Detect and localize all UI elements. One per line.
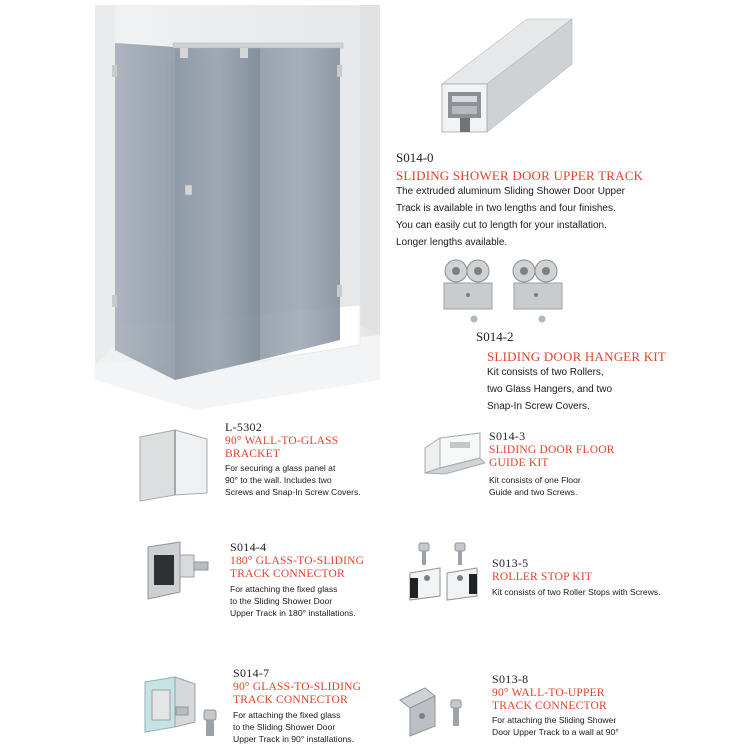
roller-hanger-image: [436, 253, 576, 328]
desc-line: to the Sliding Shower Door: [233, 722, 336, 732]
title-line: GUIDE KIT: [489, 457, 549, 469]
product-code-floor-guide: S014-3: [489, 429, 526, 443]
desc-line: For attaching the Sliding Shower: [492, 715, 617, 725]
product-code-connector-90: S014-7: [233, 666, 270, 680]
glass-track-connector-90-image: [140, 672, 225, 747]
product-title-wall-to-track: [492, 687, 607, 713]
product-title-hanger-kit: SLIDING DOOR HANGER KIT: [487, 349, 667, 364]
title-line: TRACK CONNECTOR: [230, 568, 345, 580]
desc-line: The extruded aluminum Sliding Shower Door Upper: [396, 186, 626, 197]
product-title-connector-90: [233, 681, 361, 707]
desc-line: For attaching the fixed glass: [230, 584, 338, 594]
product-desc-upper-track: [396, 183, 625, 251]
product-code-hanger-kit: S014-2: [476, 329, 514, 344]
desc-line: 90° to the wall. Includes two: [225, 475, 332, 485]
title-line: 90° WALL-TO-UPPER: [492, 687, 605, 699]
wall-track-connector-image: [395, 678, 485, 738]
desc-line: For securing a glass panel at: [225, 463, 336, 473]
title-line: SLIDING DOOR FLOOR: [489, 444, 615, 456]
desc-line: Upper Track in 90° installations.: [233, 734, 354, 744]
desc-line: Upper Track in 180° installations.: [230, 608, 356, 618]
product-code-wall-bracket: L-5302: [225, 420, 263, 434]
product-title-upper-track: SLIDING SHOWER DOOR UPPER TRACK: [396, 168, 644, 183]
product-code-wall-to-track: S013-8: [492, 672, 529, 686]
title-line: TRACK CONNECTOR: [492, 700, 607, 712]
desc-line: to the Sliding Shower Door: [230, 596, 333, 606]
desc-line: Snap-In Screw Covers.: [487, 401, 590, 412]
product-title-connector-180: [230, 555, 364, 581]
desc-line: two Glass Hangers, and two: [487, 384, 613, 395]
desc-line: Screws and Snap-In Screw Covers.: [225, 487, 361, 497]
title-line: 90° GLASS-TO-SLIDING: [233, 681, 362, 693]
product-title-wall-bracket: [225, 435, 338, 461]
title-line: TRACK CONNECTOR: [233, 694, 348, 706]
upper-track-profile-image: [432, 14, 582, 144]
desc-line: Kit consists of two Roller Stops with Screws.: [492, 587, 661, 597]
product-title-floor-guide: [489, 444, 615, 470]
product-code-upper-track: S014-0: [396, 150, 434, 165]
product-desc-wall-bracket: [225, 462, 361, 498]
title-line: BRACKET: [225, 448, 281, 460]
desc-line: You can easily cut to length for your installation.: [396, 220, 607, 231]
glass-track-connector-180-image: [140, 537, 215, 607]
wall-glass-bracket-image: [135, 425, 215, 505]
floor-guide-image: [420, 428, 490, 478]
desc-line: Guide and two Screws.: [489, 487, 578, 497]
product-code-roller-stop: S013-5: [492, 556, 529, 570]
product-desc-hanger-kit: [487, 364, 612, 415]
desc-line: Track is available in two lengths and four finishes.: [396, 203, 616, 214]
product-title-roller-stop: ROLLER STOP KIT: [492, 571, 593, 583]
product-desc-floor-guide: [489, 474, 581, 498]
desc-line: Kit consists of one Floor: [489, 475, 581, 485]
desc-line: Door Upper Track to a wall at 90°: [492, 727, 619, 737]
product-desc-connector-90: [233, 709, 354, 745]
title-line: 180° GLASS-TO-SLIDING: [230, 555, 365, 567]
desc-line: Longer lengths available.: [396, 237, 508, 248]
product-desc-roller-stop: [492, 586, 661, 598]
product-desc-wall-to-track: [492, 714, 619, 738]
roller-stop-image: [405, 538, 485, 603]
desc-line: For attaching the fixed glass: [233, 710, 341, 720]
desc-line: Kit consists of two Rollers,: [487, 367, 604, 378]
product-desc-connector-180: [230, 583, 356, 619]
shower-enclosure-illustration: [85, 5, 385, 410]
product-code-connector-180: S014-4: [230, 540, 267, 554]
title-line: 90° WALL-TO-GLASS: [225, 435, 339, 447]
